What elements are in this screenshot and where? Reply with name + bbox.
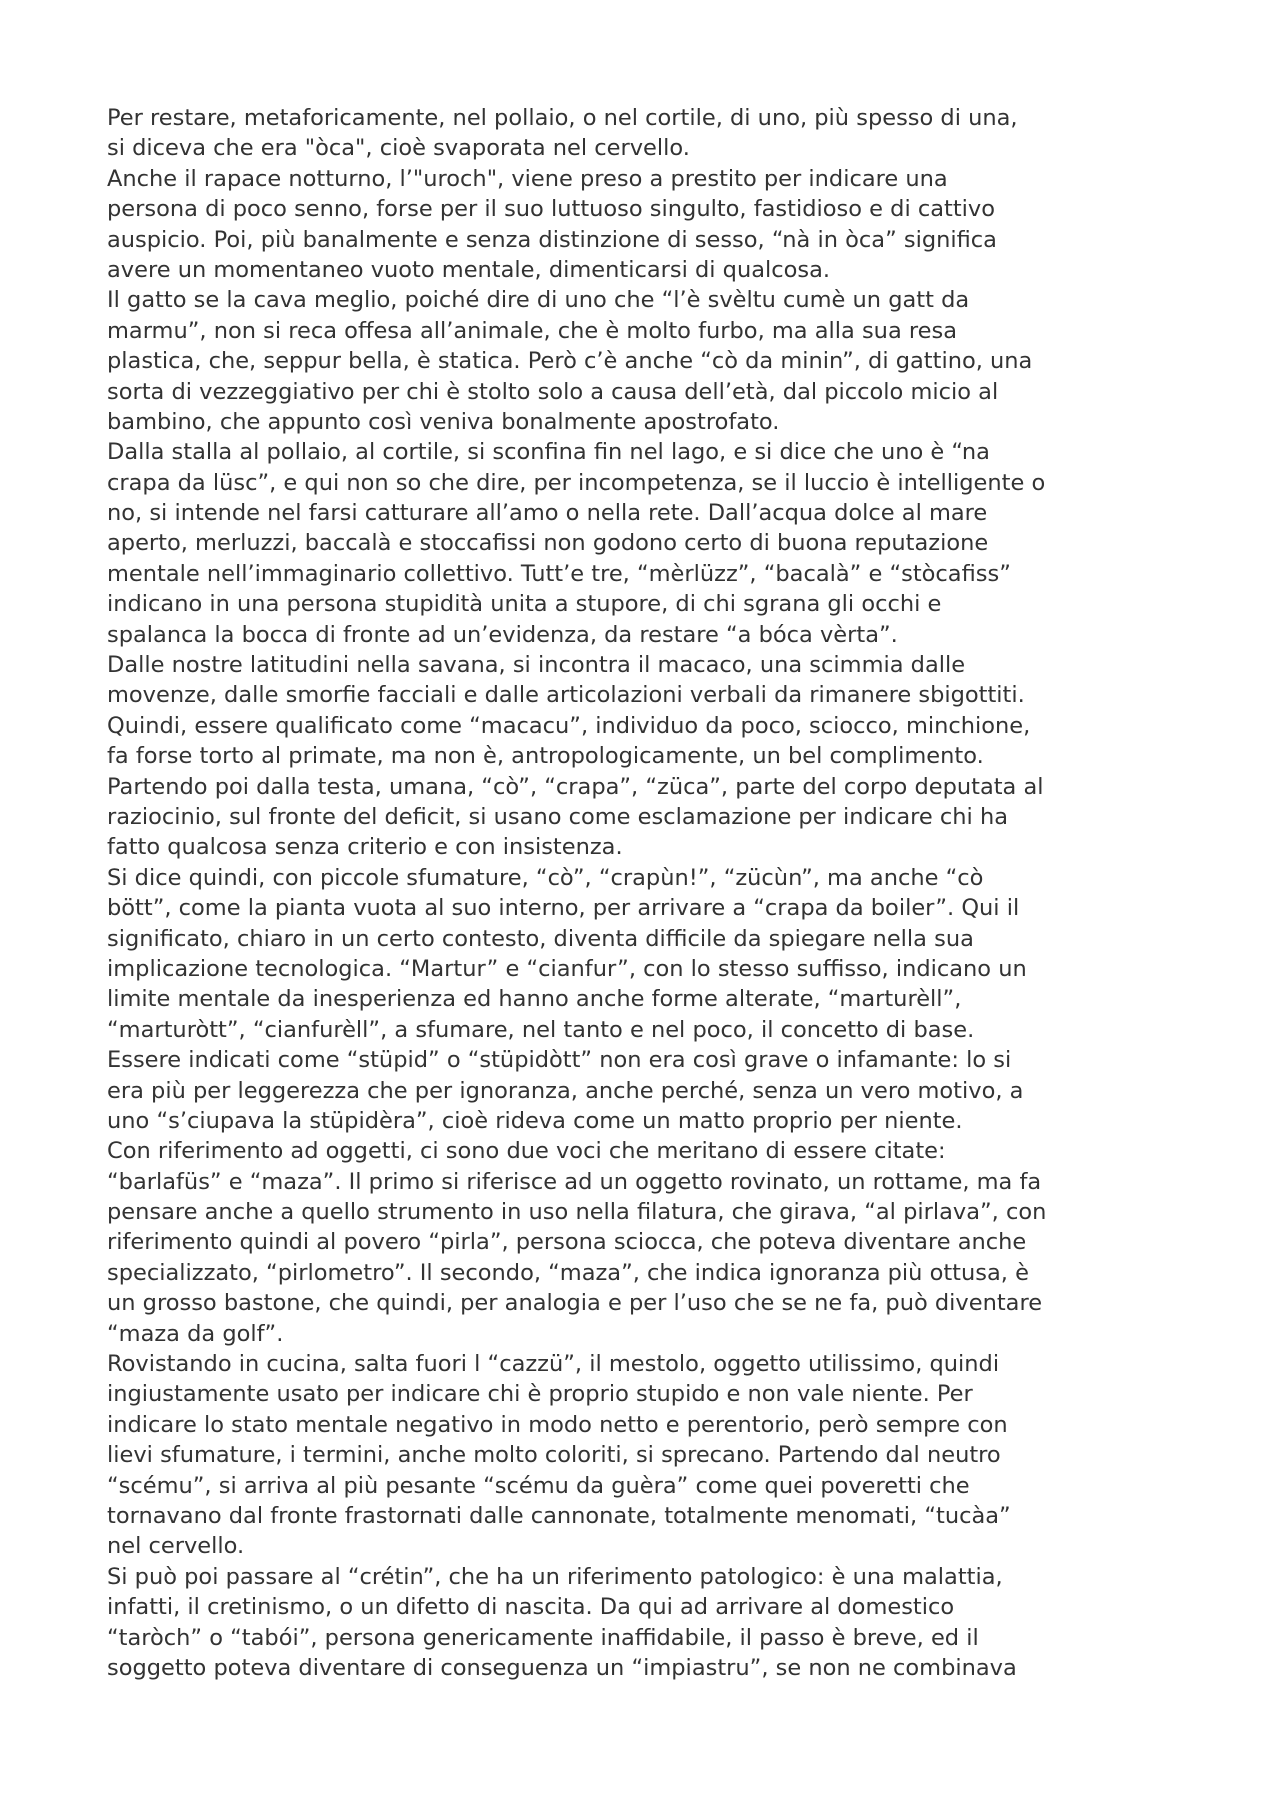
text-line: Dalla stalla al pollaio, al cortile, si sconfina fin nel lago, e si dice che uno è “na [107,439,990,466]
document-text [107,103,1187,1683]
text-line: Dalle nostre latitudini nella savana, si incontra il macaco, una scimmia dalle [107,652,966,679]
text-line: Rovistando in cucina, salta fuori l “cazzü”, il mestolo, oggetto utilissimo, quindi [107,1351,1000,1378]
text-line: Con riferimento ad oggetti, ci sono due voci che meritano di essere citate: [107,1138,946,1165]
text-line: Anche il rapace notturno, l’"uroch", viene preso a prestito per indicare una [107,165,948,192]
text-line: “marturòtt”, “cianfurèll”, a sfumare, nel tanto e nel poco, il concetto di base. [107,1016,975,1043]
text-line: tornavano dal fronte frastornati dalle cannonate, totalmente menomati, “tucàa” [107,1502,1011,1529]
text-line: infatti, il cretinismo, o un difetto di nascita. Da qui ad arrivare al domestico [107,1594,955,1621]
text-line: ingiustamente usato per indicare chi è proprio stupido e non vale niente. Per [107,1381,973,1408]
text-line: movenze, dalle smorfie facciali e dalle articolazioni verbali da rimanere sbigottiti. [107,682,1025,709]
text-line: implicazione tecnologica. “Martur” e “cianfur”, con lo stesso suffisso, indicano un [107,955,1027,982]
text-line: si diceva che era "òca", cioè svaporata nel cervello. [107,135,690,162]
text-line: avere un momentaneo vuoto mentale, dimenticarsi di qualcosa. [107,256,831,283]
text-line: indicare lo stato mentale negativo in modo netto e perentorio, però sempre con [107,1411,1008,1438]
text-line: era più per leggerezza che per ignoranza, anche perché, senza un vero motivo, a [107,1077,1024,1104]
text-line: spalanca la bocca di fronte ad un’evidenza, da restare “a bóca vèrta”. [107,621,898,648]
text-line: Il gatto se la cava meglio, poiché dire di uno che “l’è svèltu cumè un gatt da [107,287,970,314]
text-line: Si può poi passare al “crétin”, che ha un riferimento patologico: è una malattia, [107,1563,1003,1590]
text-line: riferimento quindi al povero “pirla”, persona sciocca, che poteva diventare anche [107,1229,1027,1256]
text-line: “scému”, si arriva al più pesante “scému da guèra” come quei poveretti che [107,1472,970,1499]
text-line: un grosso bastone, che quindi, per analogia e per l’uso che se ne fa, può diventare [107,1290,1043,1317]
text-line: specializzato, “pirlometro”. Il secondo, “maza”, che indica ignoranza più ottusa, è [107,1259,1029,1286]
text-line: aperto, merluzzi, baccalà e stoccafissi non godono certo di buona reputazione [107,530,989,557]
text-line: fa forse torto al primate, ma non è, antropologicamente, un bel complimento. [107,743,984,770]
text-line: uno “s’ciupava la stüpidèra”, cioè rideva come un matto proprio per niente. [107,1107,963,1134]
text-line: Si dice quindi, con piccole sfumature, “cò”, “crapùn!”, “zücùn”, ma anche “cò [107,864,984,891]
text-line: plastica, che, seppur bella, è statica. Però c’è anche “cò da minin”, di gattino, una [107,348,1033,375]
text-line: nel cervello. [107,1533,245,1560]
text-line: sorta di vezzeggiativo per chi è stolto solo a causa dell’età, dal piccolo micio al [107,378,999,405]
text-line: “maza da golf”. [107,1320,284,1347]
text-line: fatto qualcosa senza criterio e con insistenza. [107,834,623,861]
text-line: limite mentale da inesperienza ed hanno anche forme alterate, “marturèll”, [107,986,962,1013]
text-line: lievi sfumature, i termini, anche molto coloriti, si sprecano. Partendo dal neutro [107,1442,1001,1469]
text-line: persona di poco senno, forse per il suo luttuoso singulto, fastidioso e di cattivo [107,196,995,223]
text-line: indicano in una persona stupidità unita a stupore, di chi sgrana gli occhi e [107,591,942,618]
text-line: Per restare, metaforicamente, nel pollaio, o nel cortile, di uno, più spesso di una, [107,105,1018,131]
text-line: soggetto poteva diventare di conseguenza un “impiastru”, se non ne combinava [107,1654,1017,1681]
text-line: Quindi, essere qualificato come “macacu”, individuo da poco, sciocco, minchione, [107,712,1031,739]
text-line: no, si intende nel farsi catturare all’amo o nella rete. Dall’acqua dolce al mare [107,500,988,527]
text-line: pensare anche a quello strumento in uso nella filatura, che girava, “al pirlava”, con [107,1199,1047,1226]
text-line: mentale nell’immaginario collettivo. Tutt’e tre, “mèrlüzz”, “bacalà” e “stòcafiss” [107,560,1011,587]
text-line: bött”, come la pianta vuota al suo interno, per arrivare a “crapa da boiler”. Qui il [107,895,1020,922]
text-line: Partendo poi dalla testa, umana, “cò”, “crapa”, “züca”, parte del corpo deputata al [107,773,1044,800]
text-line: auspicio. Poi, più banalmente e senza distinzione di sesso, “nà in òca” significa [107,226,997,253]
text-line: raziocinio, sul fronte del deficit, si usano come esclamazione per indicare chi ha [107,803,1008,830]
text-line: significato, chiaro in un certo contesto, diventa difficile da spiegare nella sua [107,925,974,952]
text-line: marmu”, non si reca offesa all’animale, che è molto furbo, ma alla sua resa [107,317,957,344]
text-line: bambino, che appunto così veniva bonalmente apostrofato. [107,408,780,435]
text-line: Essere indicati come “stüpid” o “stüpidòtt” non era così grave o infamante: lo si [107,1047,1012,1074]
text-line: “barlafüs” e “maza”. Il primo si riferisce ad un oggetto rovinato, un rottame, ma fa [107,1168,1042,1195]
text-line: crapa da lüsc”, e qui non so che dire, per incompetenza, se il luccio è intelligente o [107,469,1046,496]
text-line: “taròch” o “tabói”, persona genericamente inaffidabile, il passo è breve, ed il [107,1624,979,1651]
